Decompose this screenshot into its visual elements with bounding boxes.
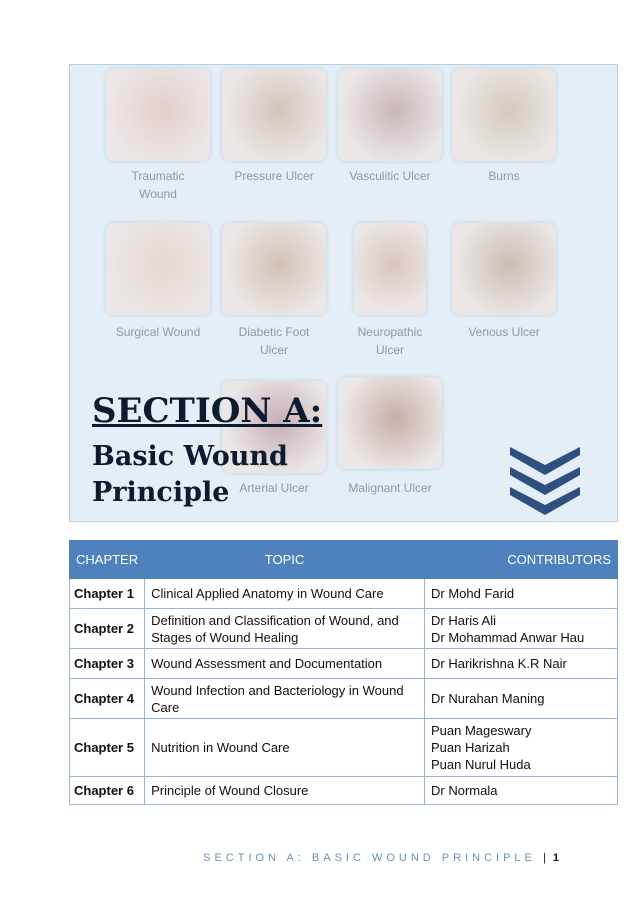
table-row	[70, 777, 618, 805]
section-subtitle: Basic Wound Principle	[92, 441, 288, 508]
contributors-cell	[425, 777, 618, 805]
footer-separator: |	[542, 852, 546, 864]
contributors-cell	[425, 719, 618, 777]
caption-arterial: Arterial Ulcer	[239, 481, 309, 495]
wound-photo-burns	[452, 69, 556, 161]
chapter-cell: Chapter 2	[70, 609, 145, 649]
section-title: SECTION A:	[92, 391, 323, 431]
header-topic: TOPIC	[145, 541, 425, 579]
table-row	[70, 719, 618, 777]
table-row	[70, 679, 618, 719]
caption-neuropathic: Neuropathic Ulcer	[357, 325, 423, 357]
topic-line: Care	[151, 699, 180, 715]
contributor-name: Dr Mohd Farid	[431, 586, 515, 601]
table-row	[70, 579, 618, 609]
topic-cell	[145, 719, 425, 777]
topic-cell	[145, 649, 425, 679]
topic-line: Nutrition in Wound Care	[151, 740, 290, 755]
chapter-cell: Chapter 1	[70, 579, 145, 609]
contributors-cell	[425, 679, 618, 719]
contributor-name: Dr Mohammad Anwar Hau	[431, 629, 585, 645]
wound-photo-neuropathic	[354, 223, 426, 315]
page-footer	[0, 852, 559, 864]
wound-photo-traumatic	[106, 69, 210, 161]
contributor-name: Puan Harizah	[431, 740, 510, 755]
topic-cell	[145, 679, 425, 719]
caption-surgical: Surgical Wound	[115, 325, 201, 339]
caption-vasculitic: Vasculitic Ulcer	[349, 169, 431, 183]
wound-photo-venous	[452, 223, 556, 315]
contributors-cell	[425, 649, 618, 679]
topic-cell	[145, 777, 425, 805]
topic-line: Clinical Applied Anatomy in Wound Care	[151, 586, 384, 601]
topic-line: Definition and Classification of Wound, and	[151, 612, 399, 628]
contributor-name: Puan Mageswary	[431, 723, 532, 738]
caption-pressure: Pressure Ulcer	[234, 169, 314, 183]
chapter-cell: Chapter 5	[70, 719, 145, 777]
chapter-cell: Chapter 6	[70, 777, 145, 805]
contributor-name: Dr Haris Ali	[431, 612, 497, 628]
contributors-cell	[425, 579, 618, 609]
chapter-cell: Chapter 4	[70, 679, 145, 719]
topic-cell	[145, 609, 425, 649]
topic-line: Stages of Wound Healing	[151, 629, 299, 645]
caption-venous: Venous Ulcer	[468, 325, 540, 339]
table-header-row	[70, 541, 618, 579]
footer-section-text: SECTION A: BASIC WOUND PRINCIPLE	[203, 852, 536, 864]
chevron-down-icon	[510, 447, 580, 519]
page-number: 1	[552, 852, 559, 864]
cover-image	[69, 64, 618, 522]
caption-traumatic: Traumatic Wound	[131, 169, 185, 201]
header-contributors: CONTRIBUTORS	[425, 541, 618, 579]
wound-photo-diabetic-foot	[222, 223, 326, 315]
wound-photo-vasculitic	[338, 69, 442, 161]
contributor-name: Dr Nurahan Maning	[431, 691, 545, 706]
table-row	[70, 649, 618, 679]
caption-burns: Burns	[488, 169, 520, 183]
topic-cell	[145, 579, 425, 609]
topic-line: Principle of Wound Closure	[151, 783, 309, 798]
header-chapter: CHAPTER	[70, 541, 145, 579]
wound-photo-malignant	[338, 377, 442, 469]
caption-malignant: Malignant Ulcer	[348, 481, 432, 495]
chapter-table	[69, 540, 618, 805]
topic-line: Wound Assessment and Documentation	[151, 656, 383, 671]
wound-photo-surgical	[106, 223, 210, 315]
table-row	[70, 609, 618, 649]
contributor-name: Dr Harikrishna K.R Nair	[431, 656, 567, 671]
caption-diabetic-foot: Diabetic Foot Ulcer	[238, 325, 310, 357]
topic-line: Wound Infection and Bacteriology in Wound	[151, 682, 404, 698]
contributors-cell	[425, 609, 618, 649]
contributor-name: Dr Normala	[431, 783, 498, 798]
chapter-cell: Chapter 3	[70, 649, 145, 679]
wound-photo-pressure	[222, 69, 326, 161]
contributor-name: Puan Nurul Huda	[431, 757, 531, 772]
